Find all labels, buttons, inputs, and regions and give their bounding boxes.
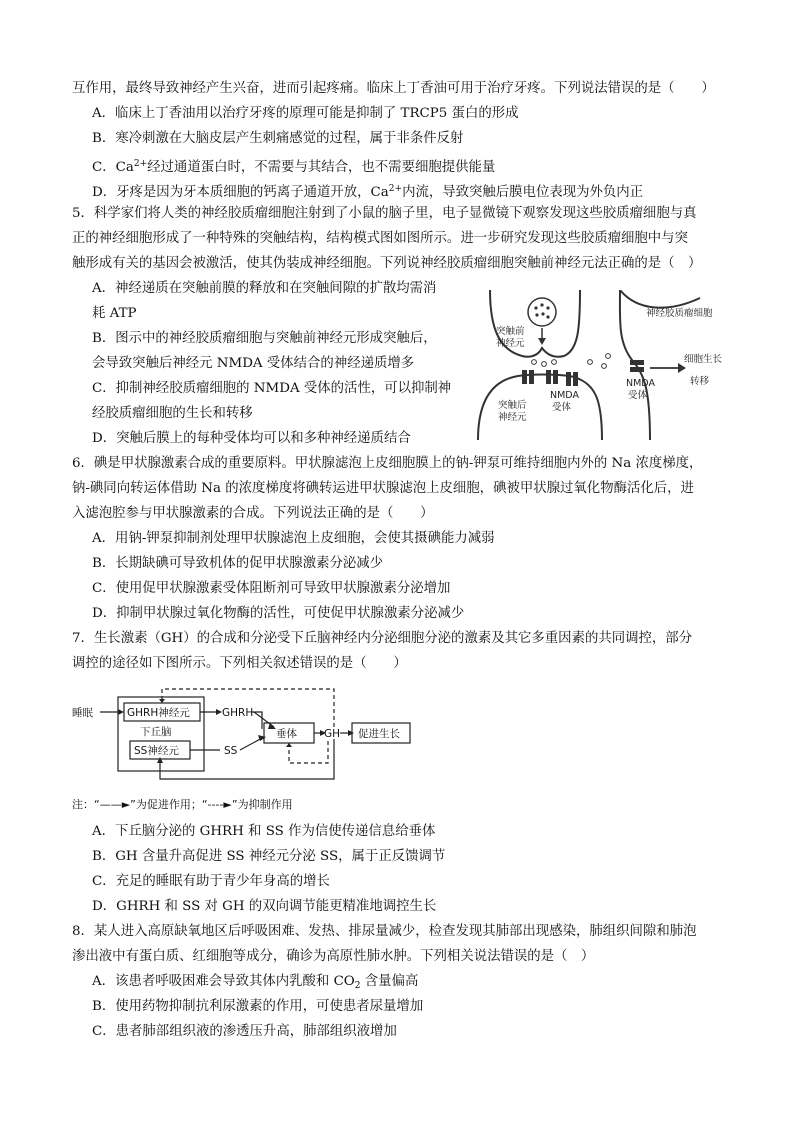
q5-option-a-2: 耗 ATP	[92, 306, 137, 321]
q6-option-c: C．使用促甲状腺激素受体阻断剂可导致甲状腺激素分泌增加	[92, 581, 451, 596]
q7-option-c: C．充足的睡眠有助于青少年身高的增长	[92, 874, 330, 889]
pre-neuron-label-2: 神经元	[496, 338, 525, 349]
q8-option-c: C．患者肺部组织液的渗透压升高，肺部组织液增加	[92, 1024, 397, 1039]
q5-stem-2: 正的神经细胞形成了一种特殊的突触结构，结构模式图如图所示。进一步研究发现这些胶质瘤细胞中与突	[72, 231, 688, 246]
q5-option-d: D．突触后膜上的每种受体均可以和多种神经递质结合	[92, 431, 411, 446]
post-neuron-label-2: 神经元	[498, 412, 527, 423]
q5-option-b-2: 会导致突触后神经元 NMDA 受体结合的神经递质增多	[92, 356, 415, 371]
ghrh-neuron-label: GHRH神经元	[127, 707, 190, 719]
q5-option-b-1: B．图示中的神经胶质瘤细胞与突触前神经元形成突触后，	[92, 331, 437, 346]
q6-stem-2: 钠-碘同向转运体借助 Na 的浓度梯度将碘转运进甲状腺滤泡上皮细胞，碘被甲状腺过氧化物酶活化后，进	[72, 481, 694, 496]
nmda-label-1: NMDA	[550, 390, 579, 401]
synapse-diagram	[470, 290, 730, 440]
q6-option-a: A．用钠-钾泵抑制剂处理甲状腺滤泡上皮细胞，会使其摄碘能力减弱	[92, 531, 495, 546]
q7-stem-1: 7．生长激素（GH）的合成和分泌受下丘脑神经内分泌细胞分泌的激素及其它多重因素的共同调控，部分	[72, 631, 693, 646]
q7-option-b: B．GH 含量升高促进 SS 神经元分泌 SS，属于正反馈调节	[92, 849, 446, 864]
q8-option-b: B．使用药物抑制抗利尿激素的作用，可使患者尿量增加	[92, 999, 424, 1014]
sleep-label: 睡眠	[72, 707, 93, 719]
q8-stem-2: 渗出液中有蛋白质、红细胞等成分，确诊为高原性肺水肿。下列相关说法错误的是（ ）	[72, 949, 595, 964]
q6-stem-3: 入滤泡腔参与甲状腺激素的合成。下列说法正确的是（ ）	[72, 506, 434, 521]
q4-option-a: A．临床上丁香油用以治疗牙疼的原理可能是抑制了 TRCP5 蛋白的形成	[92, 106, 519, 121]
growth-label-1: 细胞生长	[684, 354, 723, 365]
growth-label: 促进生长	[358, 728, 400, 740]
growth-label-2: 转移	[690, 376, 710, 387]
receptor-label-1: 受体	[552, 402, 572, 413]
q8-option-a: A．该患者呼吸困难会导致其体内乳酸和 $CO_2$ 含量偏高	[92, 974, 419, 991]
q6-stem-1: 6．碘是甲状腺激素合成的重要原料。甲状腺滤泡上皮细胞膜上的钠-钾泵可维持细胞内外的 Na 浓度梯度，	[72, 456, 703, 471]
q5-stem-1: 5．科学家们将人类的神经胶质瘤细胞注射到了小鼠的脑子里，电子显微镜下观察发现这些胶质瘤细胞与真	[72, 206, 697, 221]
ss-neuron-label: SS神经元	[134, 745, 179, 757]
post-neuron-label-1: 突触后	[498, 400, 527, 411]
q4-option-d: D．牙疼是因为牙本质细胞的钙离子通道开放，$Ca^{2+}$内流，导致突触后膜电位表现为外负内正	[92, 184, 644, 200]
q5-option-c-1: C．抑制神经胶质瘤细胞的 NMDA 受体的活性，可以抑制神	[92, 381, 452, 396]
q5-stem-3: 触形成有关的基因会被激活，使其伪装成神经细胞。下列说神经胶质瘤细胞突触前神经元法正确的是（ ）	[72, 256, 702, 271]
q4-option-b: B．寒冷刺激在大脑皮层产生刺痛感觉的过程，属于非条件反射	[92, 131, 464, 146]
ss-label: SS	[224, 745, 238, 757]
pre-neuron-label-1: 突触前	[496, 326, 525, 337]
q5-option-c-2: 经胶质瘤细胞的生长和转移	[92, 406, 253, 421]
q7-stem-2: 调控的途径如下图所示。下列相关叙述错误的是（ ）	[72, 656, 407, 671]
q8-stem-1: 8．某人进入高原缺氧地区后呼吸困难、发热、排尿量减少，检查发现其肺部出现感染，肺组织间隙和肺泡	[72, 924, 697, 939]
glioma-label: 神经胶质瘤细胞	[646, 308, 713, 319]
q4-option-c: C．$Ca^{2+}$经过通道蛋白时，不需要与其结合，也不需要细胞提供能量	[92, 159, 496, 175]
figure-note: 注：“——►”为促进作用；“----►”为抑制作用	[72, 798, 293, 811]
q6-option-b: B．长期缺碘可导致机体的促甲状腺激素分泌减少	[92, 556, 384, 571]
gh-label: GH	[324, 728, 341, 740]
q7-option-a: A．下丘脑分泌的 GHRH 和 SS 作为信使传递信息给垂体	[92, 824, 436, 839]
hypothalamus-label: 下丘脑	[140, 726, 172, 738]
q4-stem-end: 互作用，最终导致神经产生兴奋，进而引起疼痛。临床上丁香油可用于治疗牙疼。下列说法错误的是（ ）	[72, 81, 715, 96]
gh-regulation-diagram	[70, 685, 430, 790]
q5-option-a-1: A．神经递质在突触前膜的释放和在突触间隙的扩散均需消	[92, 281, 437, 296]
q7-option-d: D．GHRH 和 SS 对 GH 的双向调节能更精准地调控生长	[92, 899, 437, 914]
nmda-label-2: NMDA	[626, 378, 655, 389]
ghrh-label: GHRH	[222, 707, 254, 719]
receptor-label-2: 受体	[628, 390, 648, 401]
q6-option-d: D．抑制甲状腺过氧化物酶的活性，可使促甲状腺激素分泌减少	[92, 606, 465, 621]
pituitary-label: 垂体	[276, 728, 297, 740]
